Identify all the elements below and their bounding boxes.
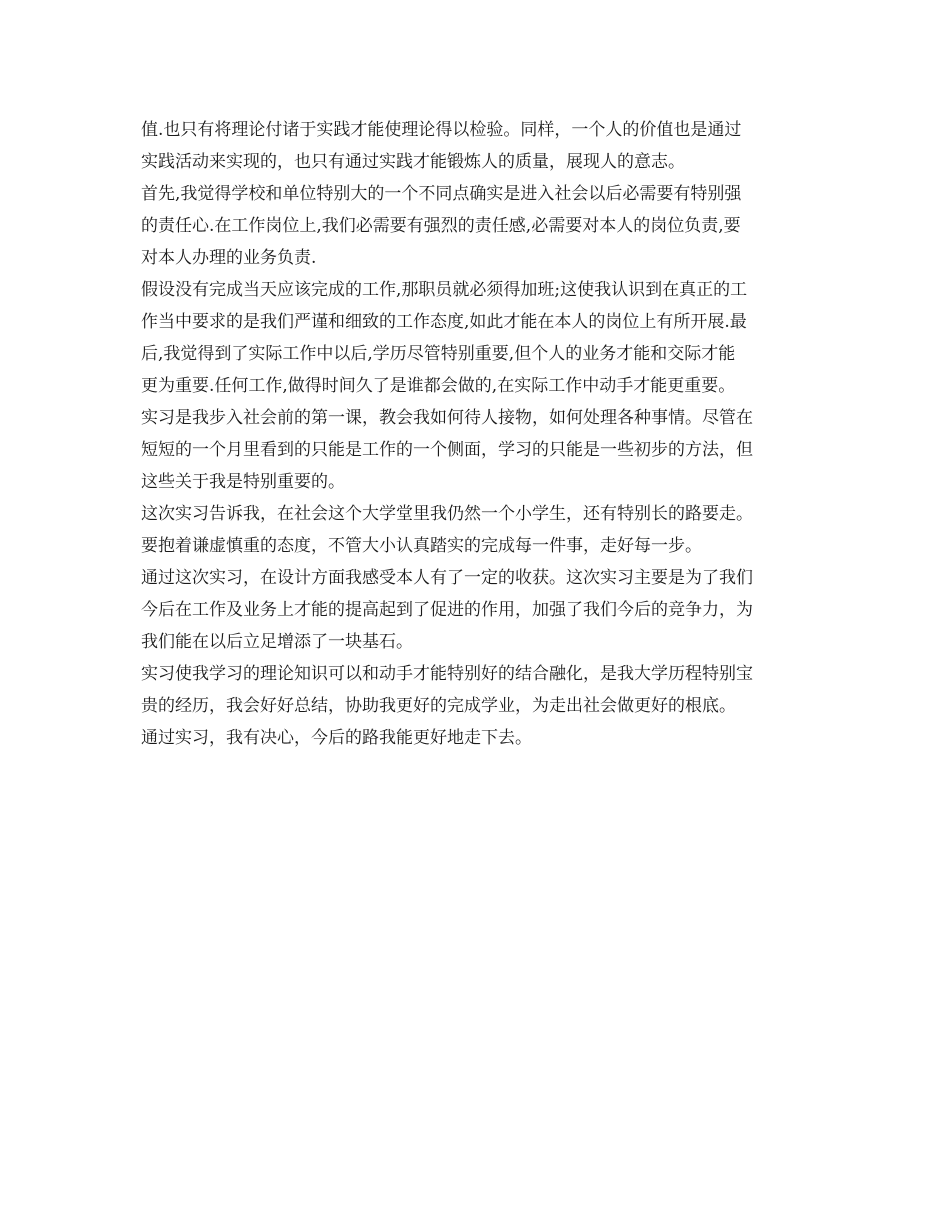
text-line: 作当中要求的是我们严谨和细致的工作态度,如此才能在本人的岗位上有所开展.最 bbox=[141, 312, 747, 332]
paragraph-2 bbox=[141, 178, 811, 274]
text-line: 值.也只有将理论付诸于实践才能使理论得以检验。同样，一个人的价值也是通过 bbox=[141, 120, 742, 140]
text-line: 的责任心.在工作岗位上,我们必需要有强烈的责任感,必需要对本人的岗位负责,要 bbox=[141, 216, 741, 236]
text-line: 实习使我学习的理论知识可以和动手才能特别好的结合融化，是我大学历程特别宝 bbox=[141, 664, 753, 684]
text-line: 假设没有完成当天应该完成的工作,那职员就必须得加班;这使我认识到在真正的工 bbox=[141, 280, 748, 300]
paragraph-7 bbox=[141, 658, 811, 722]
text-line: 对本人办理的业务负责. bbox=[141, 248, 317, 268]
text-line: 通过实习，我有决心，今后的路我能更好地走下去。 bbox=[141, 728, 532, 748]
text-line: 通过这次实习，在设计方面我感受本人有了一定的收获。这次实习主要是为了我们 bbox=[141, 568, 753, 588]
paragraph-3 bbox=[141, 274, 811, 402]
text-line: 更为重要.任何工作,做得时间久了是谁都会做的,在实际工作中动手才能更重要。 bbox=[141, 376, 736, 396]
text-line: 我们能在以后立足增添了一块基石。 bbox=[141, 632, 413, 652]
paragraph-5 bbox=[141, 498, 811, 562]
paragraph-1 bbox=[141, 114, 811, 178]
text-line: 实践活动来实现的，也只有通过实践才能锻炼人的质量，展现人的意志。 bbox=[141, 152, 685, 172]
text-line: 短短的一个月里看到的只能是工作的一个侧面，学习的只能是一些初步的方法，但 bbox=[141, 440, 753, 460]
text-line: 这些关于我是特别重要的。 bbox=[141, 472, 345, 492]
text-line: 要抱着谦虚慎重的态度，不管大小认真踏实的完成每一件事，走好每一步。 bbox=[141, 536, 702, 556]
text-line: 这次实习告诉我，在社会这个大学堂里我仍然一个小学生，还有特别长的路要走。 bbox=[141, 504, 753, 524]
paragraph-8 bbox=[141, 722, 811, 754]
paragraph-6 bbox=[141, 562, 811, 658]
document-body bbox=[141, 114, 811, 754]
paragraph-4 bbox=[141, 402, 811, 498]
text-line: 实习是我步入社会前的第一课，教会我如何待人接物，如何处理各种事情。尽管在 bbox=[141, 408, 753, 428]
text-line: 首先,我觉得学校和单位特别大的一个不同点确实是进入社会以后必需要有特别强 bbox=[141, 184, 742, 204]
text-line: 今后在工作及业务上才能的提高起到了促进的作用，加强了我们今后的竞争力，为 bbox=[141, 600, 753, 620]
text-line: 贵的经历，我会好好总结，协助我更好的完成学业，为走出社会做更好的根底。 bbox=[141, 696, 736, 716]
text-line: 后,我觉得到了实际工作中以后,学历尽管特别重要,但个人的业务才能和交际才能 bbox=[141, 344, 736, 364]
